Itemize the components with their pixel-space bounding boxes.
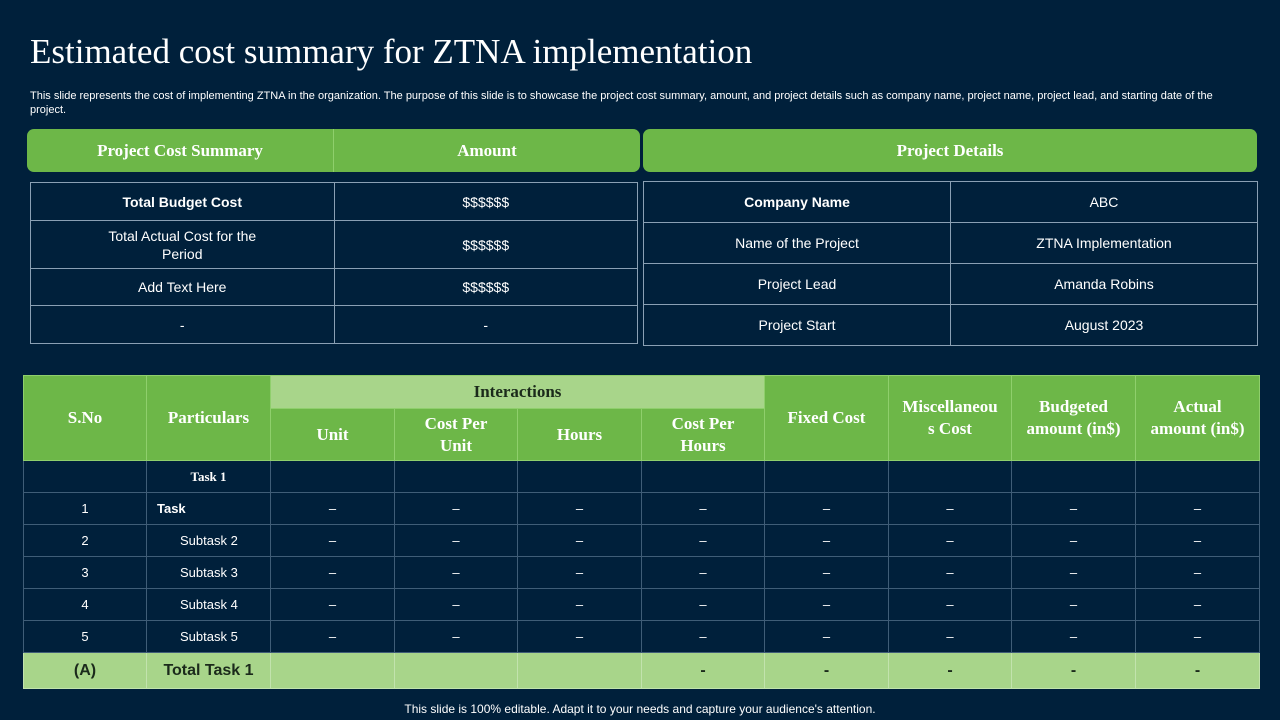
- table-cell: –: [518, 589, 642, 621]
- table-cell: –: [642, 557, 765, 589]
- cost-value: -: [334, 306, 638, 344]
- page-subtitle: This slide represents the cost of implementing ZTNA in the organization. The purpose of this slide is to showcase the project cost summary, amount, and project details such as company name, project name, project lead, and starting date of the project.: [30, 90, 1213, 116]
- table-cell: –: [518, 493, 642, 525]
- group-label: Task 1: [147, 461, 271, 493]
- cost-label: Total Budget Cost: [31, 183, 335, 221]
- table-cell: [24, 461, 147, 493]
- table-cell: –: [765, 493, 889, 525]
- table-cell: –: [642, 621, 765, 653]
- table-cell: –: [642, 525, 765, 557]
- page-title: Estimated cost summary for ZTNA implementation: [30, 32, 753, 71]
- table-cell: [765, 461, 889, 493]
- amount-header-label: Amount: [457, 140, 517, 160]
- table-row: [31, 306, 638, 344]
- cost-label: Add Text Here: [31, 269, 335, 306]
- detail-label: Project Lead: [644, 264, 951, 305]
- project-details-header: [643, 129, 1257, 172]
- group-row: [24, 461, 1260, 493]
- table-cell: –: [1136, 493, 1260, 525]
- cost-label: Total Actual Cost for the Period: [31, 221, 335, 269]
- table-cell: –: [765, 557, 889, 589]
- table-row: [31, 183, 638, 221]
- table-row: [24, 525, 1260, 557]
- row-number: 4: [24, 589, 147, 621]
- table-cell: [271, 461, 395, 493]
- table-cell: -: [889, 653, 1012, 689]
- total-row: [24, 653, 1260, 689]
- row-number: 2: [24, 525, 147, 557]
- table-cell: –: [1136, 589, 1260, 621]
- fixed-cost-header: Fixed Cost: [765, 376, 889, 461]
- table-cell: –: [1012, 493, 1136, 525]
- table-cell: [642, 461, 765, 493]
- row-particular: Task: [147, 493, 271, 525]
- table-cell: –: [518, 525, 642, 557]
- table-cell: [271, 653, 395, 689]
- table-cell: –: [395, 589, 518, 621]
- total-sno: (A): [24, 653, 147, 689]
- table-cell: –: [1136, 557, 1260, 589]
- table-cell: –: [1136, 621, 1260, 653]
- detail-value: ZTNA Implementation: [951, 223, 1258, 264]
- table-cell: [1136, 461, 1260, 493]
- table-cell: –: [889, 557, 1012, 589]
- table-cell: -: [1012, 653, 1136, 689]
- table-cell: –: [889, 493, 1012, 525]
- detail-label: Company Name: [644, 182, 951, 223]
- cost-summary-header-label: Project Cost Summary: [27, 129, 334, 172]
- project-details-table: [643, 181, 1258, 346]
- project-details-header-label: Project Details: [896, 140, 1004, 160]
- table-cell: –: [271, 525, 395, 557]
- table-cell: –: [395, 621, 518, 653]
- detail-label: Project Start: [644, 305, 951, 346]
- total-label: Total Task 1: [147, 653, 271, 689]
- table-row: [31, 221, 638, 269]
- table-cell: [395, 461, 518, 493]
- misc-cost-header: Miscellaneous Cost: [889, 376, 1012, 461]
- table-cell: –: [395, 493, 518, 525]
- table-cell: –: [1136, 525, 1260, 557]
- table-cell: –: [271, 557, 395, 589]
- cost-value: $$$$$$: [334, 269, 638, 306]
- table-row: [644, 182, 1258, 223]
- table-cell: –: [395, 557, 518, 589]
- cost-per-hours-header: Cost Per Hours: [642, 409, 765, 461]
- table-cell: –: [765, 589, 889, 621]
- detail-label: Name of the Project: [644, 223, 951, 264]
- detail-value: ABC: [951, 182, 1258, 223]
- row-particular: Subtask 2: [147, 525, 271, 557]
- table-cell: –: [518, 557, 642, 589]
- table-row: [644, 305, 1258, 346]
- table-cell: –: [271, 621, 395, 653]
- table-cell: [1012, 461, 1136, 493]
- table-cell: -: [1136, 653, 1260, 689]
- table-row: [31, 269, 638, 306]
- table-row: [24, 493, 1260, 525]
- table-cell: –: [271, 589, 395, 621]
- row-number: 1: [24, 493, 147, 525]
- interactions-header: Interactions: [271, 376, 765, 409]
- unit-header: Unit: [271, 409, 395, 461]
- cost-value: $$$$$$: [334, 221, 638, 269]
- table-row: [644, 264, 1258, 305]
- row-number: 3: [24, 557, 147, 589]
- detail-value: August 2023: [951, 305, 1258, 346]
- table-cell: –: [1012, 621, 1136, 653]
- table-cell: –: [889, 621, 1012, 653]
- cost-summary-table: [30, 182, 638, 344]
- hours-header: Hours: [518, 409, 642, 461]
- row-particular: Subtask 5: [147, 621, 271, 653]
- footer-note: This slide is 100% editable. Adapt it to your needs and capture your audience's attention.: [404, 702, 876, 716]
- table-row: [24, 589, 1260, 621]
- table-cell: –: [271, 493, 395, 525]
- cost-summary-header: [27, 129, 640, 172]
- cost-value: $$$$$$: [334, 183, 638, 221]
- table-cell: –: [765, 525, 889, 557]
- table-cell: –: [395, 525, 518, 557]
- table-cell: -: [642, 653, 765, 689]
- table-cell: –: [889, 525, 1012, 557]
- table-cell: –: [1012, 557, 1136, 589]
- table-cell: -: [765, 653, 889, 689]
- budgeted-header: Budgeted amount (in$): [1012, 376, 1136, 461]
- row-particular: Subtask 4: [147, 589, 271, 621]
- table-row: [644, 223, 1258, 264]
- table-cell: –: [889, 589, 1012, 621]
- table-cell: –: [642, 589, 765, 621]
- table-row: [24, 621, 1260, 653]
- particulars-header: Particulars: [147, 376, 271, 461]
- table-row: [24, 557, 1260, 589]
- sno-header: S.No: [24, 376, 147, 461]
- table-cell: –: [1012, 589, 1136, 621]
- row-particular: Subtask 3: [147, 557, 271, 589]
- detail-value: Amanda Robins: [951, 264, 1258, 305]
- table-cell: [518, 461, 642, 493]
- table-cell: –: [518, 621, 642, 653]
- table-cell: –: [642, 493, 765, 525]
- table-cell: –: [765, 621, 889, 653]
- table-cell: [518, 653, 642, 689]
- cost-label: -: [31, 306, 335, 344]
- row-number: 5: [24, 621, 147, 653]
- table-cell: –: [1012, 525, 1136, 557]
- cost-per-unit-header: Cost Per Unit: [395, 409, 518, 461]
- table-cell: [889, 461, 1012, 493]
- task-cost-table: [23, 375, 1260, 689]
- actual-header: Actual amount (in$): [1136, 376, 1260, 461]
- table-cell: [395, 653, 518, 689]
